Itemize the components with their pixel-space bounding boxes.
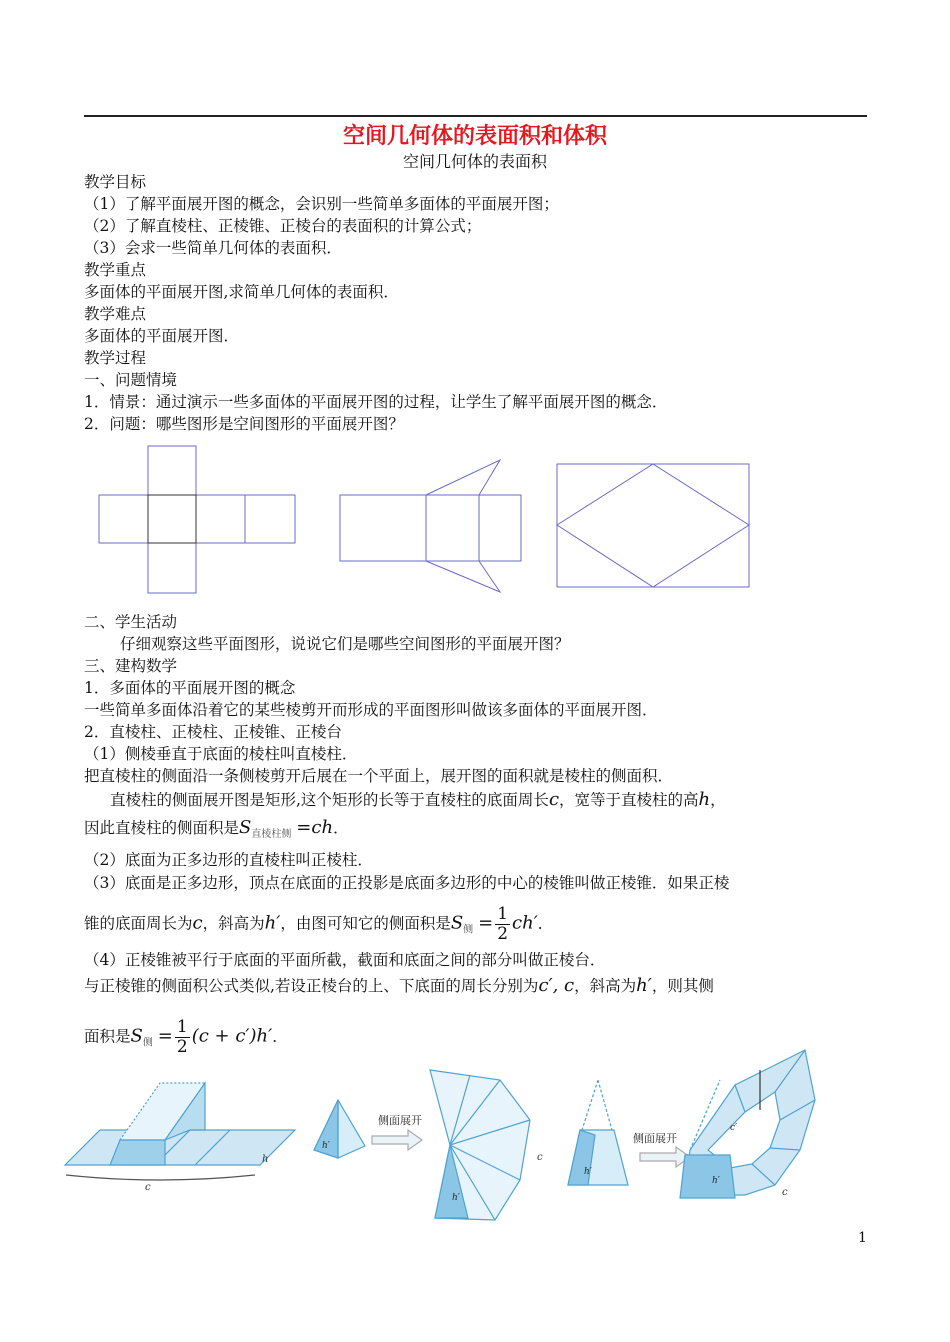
page-title: 空间几何体的表面积和体积 <box>342 123 607 149</box>
text-line: （1）侧棱垂直于底面的棱柱叫直棱柱． <box>84 745 358 763</box>
text-line: （2）底面为正多边形的直棱柱叫正棱柱． <box>84 851 373 869</box>
prism-net <box>340 495 521 561</box>
fraction: $\frac{1}{2}$ <box>497 904 509 944</box>
text-line: 1．情景：通过演示一些多面体的平面展开图的过程，让学生了解平面展开图的概念． <box>84 393 668 411</box>
text-line: （1）了解平面展开图的概念，会识别一些简单多面体的平面展开图； <box>84 195 559 213</box>
text-line: （3）会求一些简单几何体的表面积． <box>84 239 342 257</box>
label-c3: c <box>782 1187 788 1198</box>
page-subtitle: 空间几何体的表面积 <box>402 152 547 171</box>
text-line: 1．多面体的平面展开图的概念 <box>84 679 296 697</box>
text-line: 教学过程 <box>84 349 147 367</box>
pyramid-net <box>557 464 749 587</box>
prism-unfold-figure <box>65 1083 295 1180</box>
text-line: 仔细观察这些平面图形，说说它们是哪些空间图形的平面展开图？ <box>120 635 570 653</box>
text-line: （4）正棱锥被平行于底面的平面所截，截面和底面之间的部分叫做正棱台． <box>84 951 606 969</box>
text-line: 一、问题情境 <box>84 371 178 389</box>
text-line: 三、建构数学 <box>84 657 178 675</box>
text-line: 把直棱柱的侧面沿一条侧棱剪开后展在一个平面上，展开图的面积就是棱柱的侧面积． <box>84 767 674 785</box>
label-c1: c <box>145 1182 151 1193</box>
unfold-label-1: 侧面展开 <box>378 1114 422 1127</box>
text-line: 一些简单多面体沿着它的某些棱剪开而形成的平面图形叫做该多面体的平面展开图． <box>84 701 658 719</box>
text-line: 因此直棱柱的侧面积是$S_{直棱柱侧} =ch$． <box>84 817 349 840</box>
text-line: 多面体的平面展开图． <box>84 327 240 345</box>
pyramid-net-fan <box>430 1070 530 1220</box>
cube-net-column <box>148 446 196 593</box>
unfold-arrow-1 <box>372 1130 422 1150</box>
label-hp4: h′ <box>712 1176 720 1186</box>
text-line: （3）底面是正多边形，顶点在底面的正投影是底面多边形的中心的棱锥叫做正棱锥．如果正棱 <box>84 874 730 892</box>
label-hp1: h′ <box>322 1141 330 1151</box>
text-line: 多面体的平面展开图,求简单几何体的表面积． <box>84 283 399 301</box>
text-line: 锥的底面周长为c，斜高为h′，由图可知它的侧面积是$S_侧$ = $\frac{1}{2}$ ch′． <box>84 904 554 944</box>
unfold-label-2: 侧面展开 <box>633 1132 677 1145</box>
cube-net-row <box>99 495 295 543</box>
header-rule <box>84 115 867 117</box>
fraction: $\frac{1}{2}$ <box>176 1017 188 1057</box>
text-line: 二、学生活动 <box>84 613 178 631</box>
net-figures <box>0 440 950 610</box>
label-hp3: h′ <box>584 1167 592 1177</box>
text-line: 教学重点 <box>84 261 147 279</box>
unfold-arrow-2 <box>640 1147 690 1167</box>
text-line: 2．问题：哪些图形是空间图形的平面展开图？ <box>84 415 404 433</box>
frustum-net <box>680 1050 815 1198</box>
text-line: 2．直棱柱、正棱柱、正棱锥、正棱台 <box>84 723 342 741</box>
text-line: 教学目标 <box>84 173 147 191</box>
frustum-figure <box>568 1080 628 1185</box>
label-cp: c′ <box>730 1123 738 1133</box>
text-line: 面积是$S_侧$ = $\frac{1}{2}$ (c + c′)h′． <box>84 1017 288 1057</box>
label-h: h <box>262 1154 269 1165</box>
label-c2: c <box>537 1152 543 1163</box>
surface-unfold-figures <box>0 1040 950 1230</box>
text-line: （2）了解直棱柱、正棱锥、正棱台的表面积的计算公式； <box>84 217 482 235</box>
label-hp2: h′ <box>452 1193 460 1203</box>
text-line: 与正棱锥的侧面积公式类似,若设正棱台的上、下底面的周长分别为c′, c，斜高为h′，则其侧 <box>84 975 714 996</box>
text-line: 教学难点 <box>84 305 147 323</box>
text-line: 直棱柱的侧面展开图是矩形,这个矩形的长等于直棱柱的底面周长c，宽等于直棱柱的高h， <box>110 789 726 810</box>
page-number: 1 <box>858 1230 867 1246</box>
